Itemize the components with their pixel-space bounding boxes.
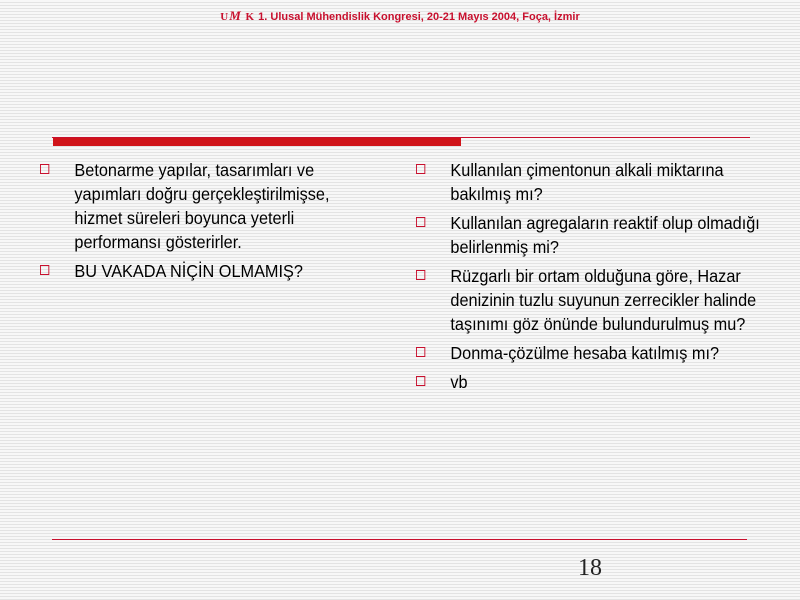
list-item [416, 370, 773, 394]
list-item-text: Kullanılan agregaların reaktif olup olmadığı belirlenmiş mi? [450, 213, 760, 257]
square-bullet-icon [40, 164, 49, 174]
list-item-text: Rüzgarlı bir ortam olduğuna göre, Hazar denizinin tuzlu suyunun zerrecikler halinde taşınımı göz önünde bulundurulmuş mu? [450, 266, 757, 334]
square-bullet-icon [40, 265, 49, 275]
square-bullet-icon [416, 376, 425, 386]
list-item [416, 211, 773, 259]
list-item-text: Betonarme yapılar, tasarımları ve yapımları doğru gerçekleştirilmişse, hizmet süreleri boyunca yeterli performansı gösterirler. [74, 160, 330, 252]
list-item [40, 259, 356, 283]
top-accent-bar [53, 138, 461, 146]
right-bullet-list [416, 158, 800, 394]
list-item [416, 158, 773, 206]
square-bullet-icon [416, 270, 425, 280]
right-column [416, 158, 800, 399]
list-item-text: vb [450, 372, 468, 392]
left-column [40, 158, 380, 288]
page-number: 18 [578, 555, 602, 581]
conference-logo: UM K [220, 8, 256, 23]
left-bullet-list [40, 158, 380, 283]
list-item [416, 264, 773, 336]
square-bullet-icon [416, 347, 425, 357]
slide-header [0, 8, 800, 24]
bottom-divider-line [52, 539, 747, 540]
conference-title: 1. Ulusal Mühendislik Kongresi, 20-21 Mayıs 2004, Foça, İzmir [258, 11, 580, 23]
list-item [40, 158, 356, 254]
list-item-text: Kullanılan çimentonun alkali miktarına bakılmış mı? [450, 160, 724, 204]
list-item-text: BU VAKADA NİÇİN OLMAMIŞ? [74, 261, 303, 281]
square-bullet-icon [416, 164, 425, 174]
list-item-text: Donma-çözülme hesaba katılmış mı? [450, 343, 720, 363]
list-item [416, 341, 773, 365]
square-bullet-icon [416, 217, 425, 227]
